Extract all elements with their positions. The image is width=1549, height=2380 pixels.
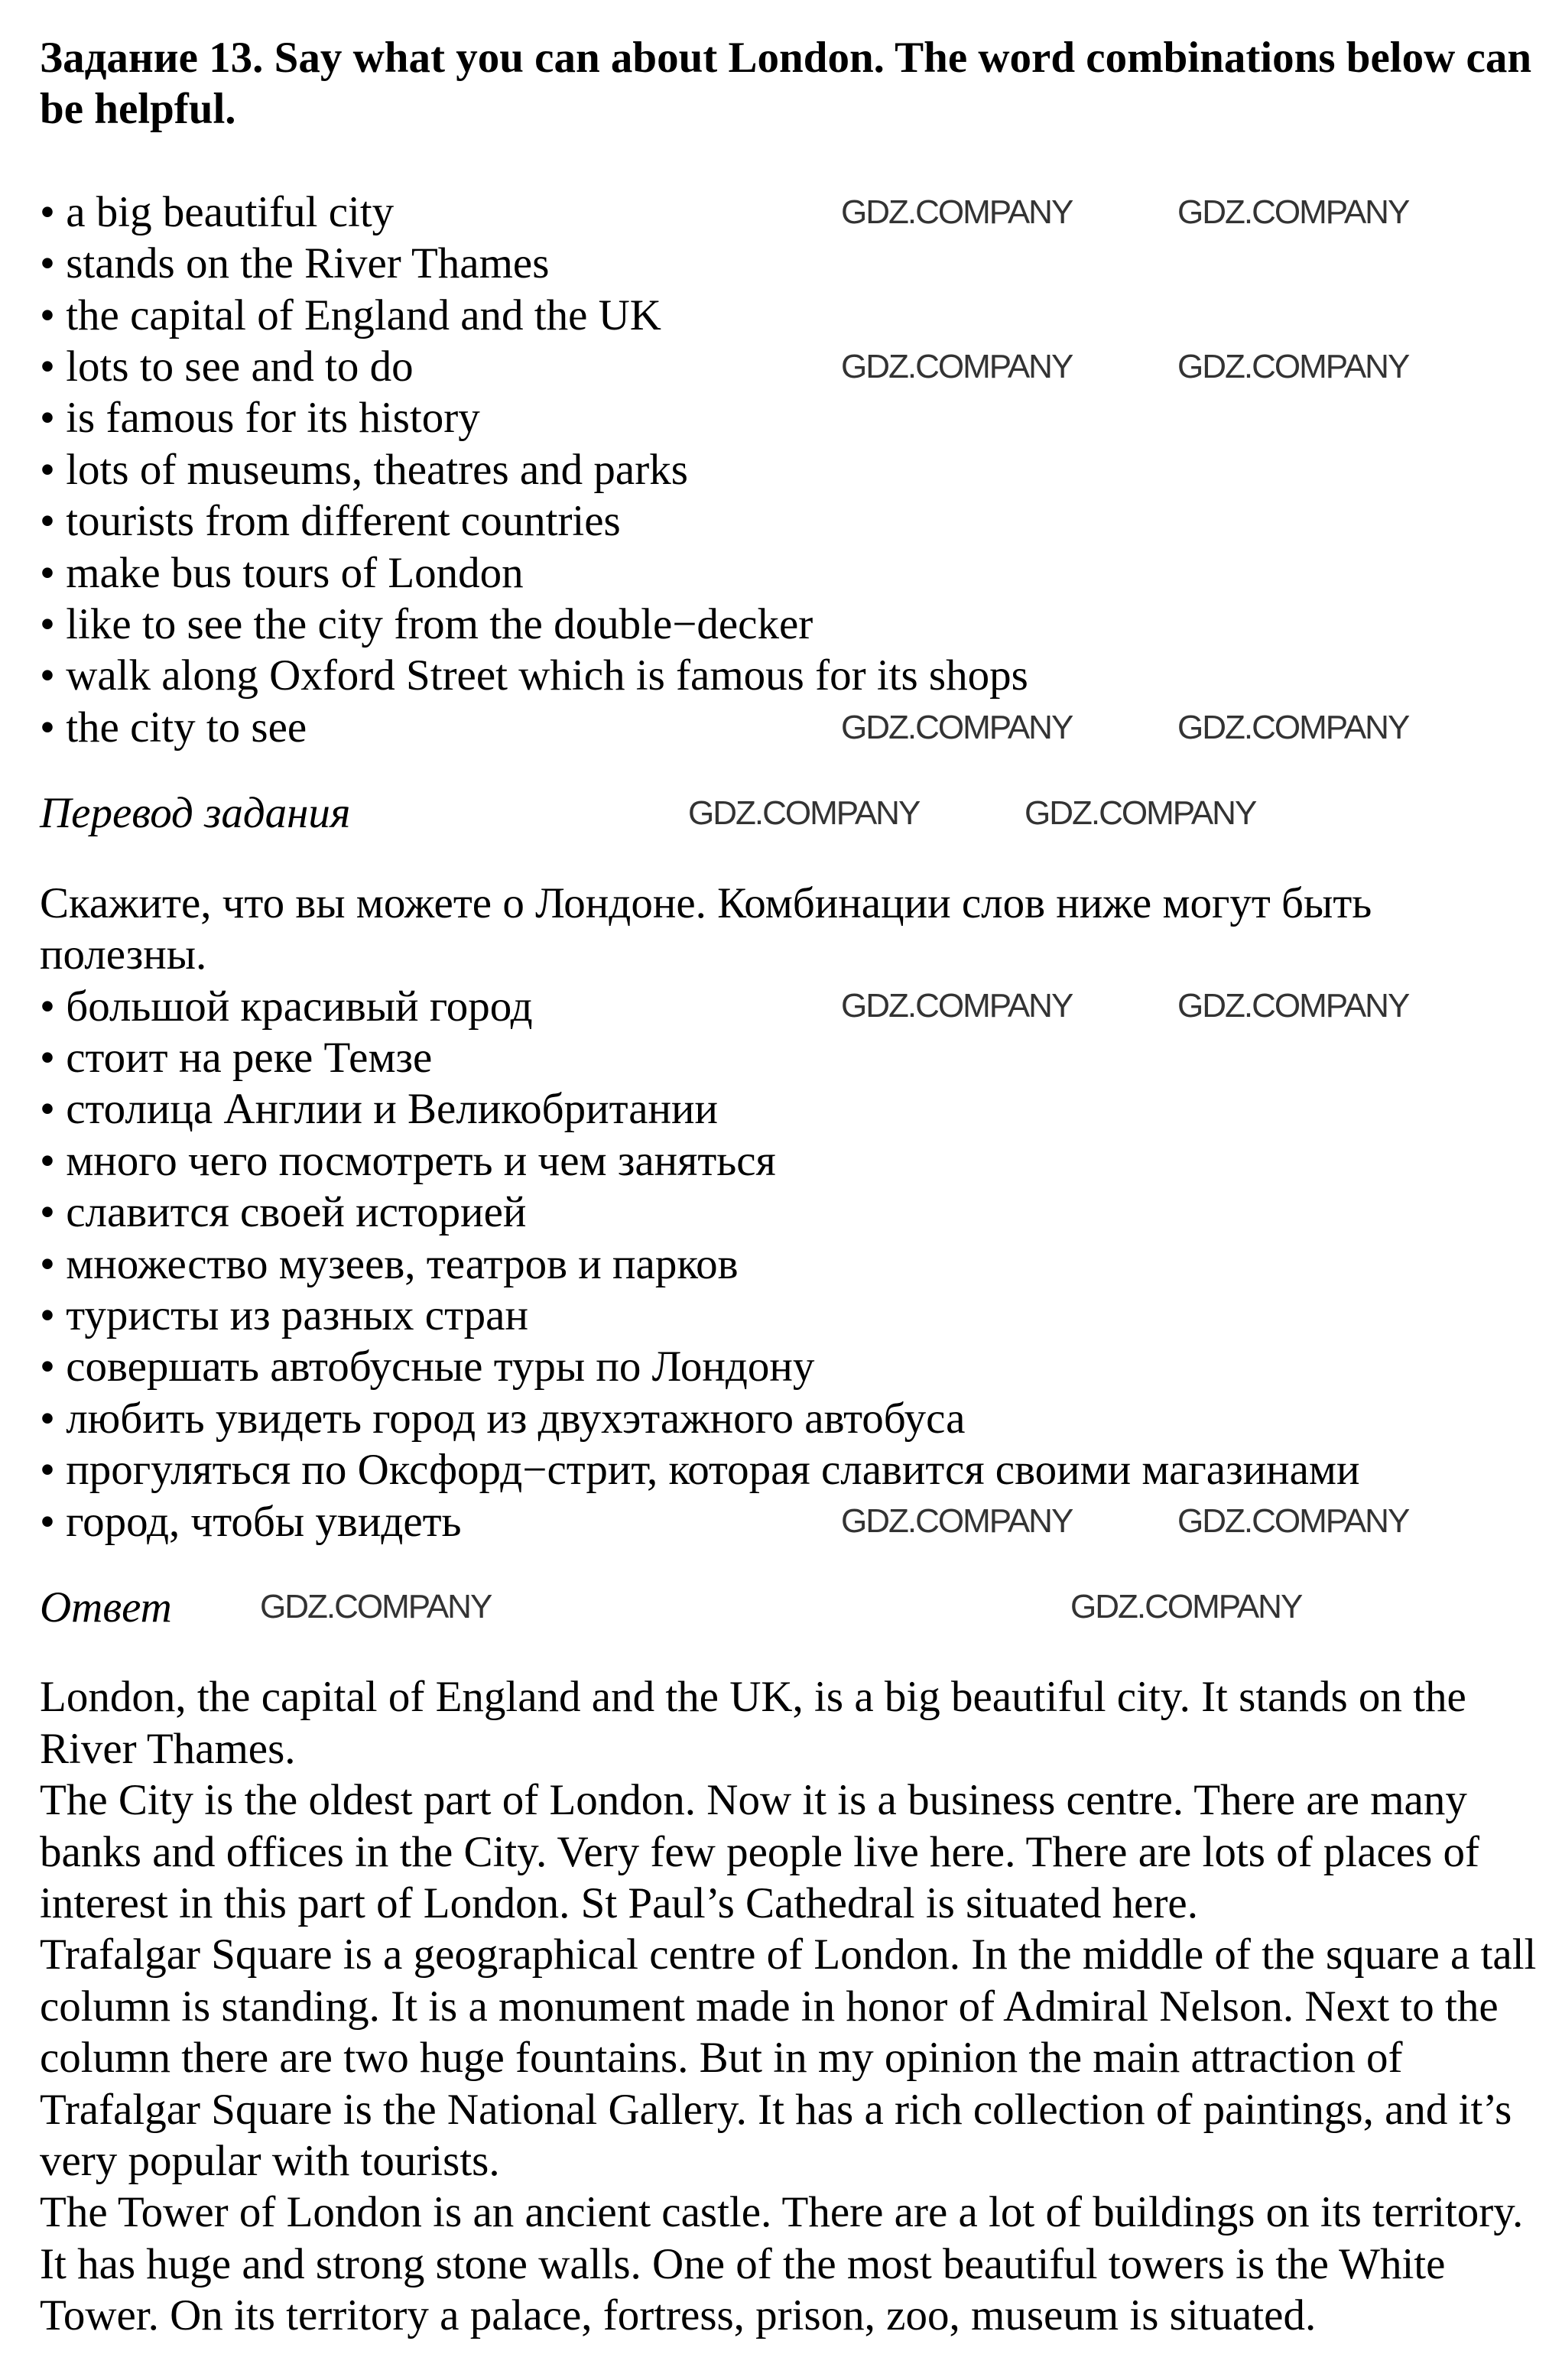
list-item: • tourists from different countries [40,495,1538,547]
list-item: • множество музеев, театров и парков [40,1239,1538,1290]
list-item: • совершать автобусные туры по Лондону [40,1341,1538,1392]
list-item: • like to see the city from the double−decker [40,599,1538,650]
list-item: • walk along Oxford Street which is famous for its shops [40,650,1538,701]
watermark: GDZ.COMPANY [1177,987,1409,1024]
watermark: GDZ.COMPANY [841,709,1073,746]
list-item: • любить увидеть город из двухэтажного автобуса [40,1393,1538,1444]
watermark: GDZ.COMPANY [841,1502,1073,1540]
watermark: GDZ.COMPANY [841,348,1073,385]
task-word-list [40,187,1538,753]
watermark: GDZ.COMPANY [260,1588,492,1625]
answer-paragraph: The Tower of London is an ancient castle. There are a lot of buildings on its territory. It has huge and strong stone walls. One of the most beautiful towers is the White Tower. On its territory a palace, fortress, prison, zoo, museum is situated. [40,2188,1524,2340]
list-item: • lots to see and to do [40,341,1538,392]
translation-word-list [40,981,1538,1547]
list-item: • город, чтобы увидеть [40,1496,1538,1547]
list-item: • стоит на реке Темзе [40,1032,1538,1083]
translation-text: Скажите, что вы можете о Лондоне. Комбинации слов ниже могут быть полезны. [40,878,1372,979]
watermark: GDZ.COMPANY [841,193,1073,231]
list-item: • много чего посмотреть и чем заняться [40,1135,1538,1187]
translation-heading: Перевод задания [40,789,351,838]
list-item: • the capital of England and the UK [40,290,1538,341]
watermark: GDZ.COMPANY [1177,1502,1409,1540]
list-item: • прогуляться по Оксфорд−стрит, которая славится своими магазинами [40,1444,1538,1495]
list-item: • a big beautiful city [40,187,1538,238]
list-item: • the city to see [40,702,1538,753]
list-item: • stands on the River Thames [40,238,1538,289]
list-item: • make bus tours of London [40,547,1538,599]
watermark: GDZ.COMPANY [1177,193,1409,231]
watermark: GDZ.COMPANY [841,987,1073,1024]
list-item: • славится своей историей [40,1187,1538,1238]
watermark: GDZ.COMPANY [1177,709,1409,746]
task-title: Задание 13. Say what you can about London. The word combinations below can be helpful. [40,34,1532,134]
watermark: GDZ.COMPANY [1025,794,1256,832]
list-item: • большой красивый город [40,981,1538,1032]
watermark: GDZ.COMPANY [688,794,920,832]
answer-paragraph: Trafalgar Square is a geographical centre of London. In the middle of the square a tall column is standing. It is a monument made in honor of Admiral Nelson. Next to the column there are two huge fountains. But in my opinion the main attraction of Trafalgar Square is the National Gallery. It has a rich collection of paintings, and it’s very popular with tourists. [40,1930,1537,2186]
list-item: • столица Англии и Великобритании [40,1083,1538,1135]
watermark: GDZ.COMPANY [1070,1588,1302,1625]
watermark: GDZ.COMPANY [1177,348,1409,385]
answer-heading: Ответ [40,1583,172,1632]
answer-paragraph: London, the capital of England and the UK, is a big beautiful city. It stands on the River Thames. [40,1673,1466,1773]
list-item: • lots of museums, theatres and parks [40,444,1538,495]
answer-paragraph: The City is the oldest part of London. Now it is a business centre. There are many banks and offices in the City. Very few people live here. There are lots of places of interest in this part of London. St Paul’s Cathedral is situated here. [40,1776,1480,1927]
list-item: • is famous for its history [40,392,1538,443]
document-page [40,32,1538,2342]
list-item: • туристы из разных стран [40,1290,1538,1341]
